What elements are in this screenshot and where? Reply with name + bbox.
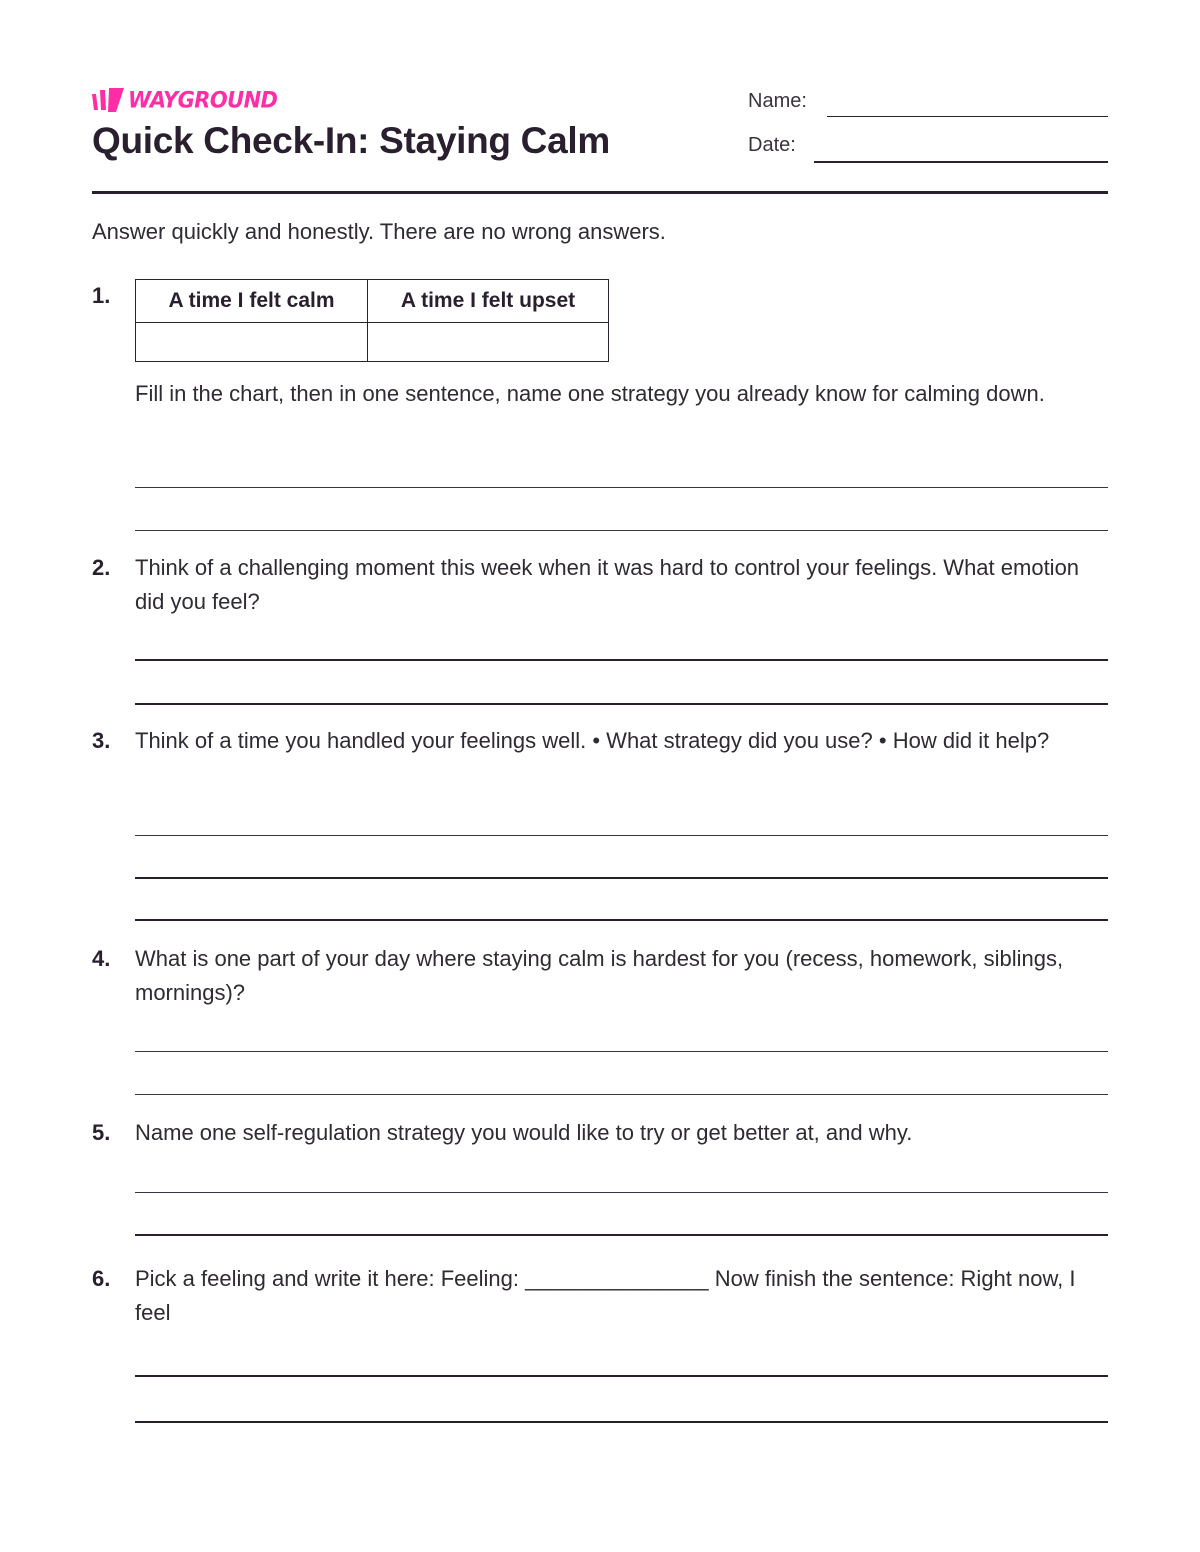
name-field[interactable]	[827, 116, 1108, 117]
chart-cell-calm[interactable]	[136, 323, 368, 362]
question-number: 6.	[92, 1266, 111, 1291]
question-text: Think of a challenging moment this week when it was hard to control your feelings. What emotion did you feel?	[135, 555, 1080, 614]
brand-name: WAYGROUND	[128, 87, 278, 113]
answer-line[interactable]	[135, 1421, 1108, 1423]
answer-line[interactable]	[135, 1234, 1108, 1236]
answer-line[interactable]	[135, 1051, 1108, 1052]
answer-line[interactable]	[135, 919, 1108, 921]
chart-header-calm: A time I felt calm	[136, 280, 368, 323]
question-number: 2.	[92, 555, 111, 580]
question-text: What is one part of your day where staying calm is hardest for you (recess, homework, siblings, mornings)?	[135, 946, 1064, 1005]
wayground-logo-icon	[92, 88, 124, 112]
question-text: Pick a feeling and write it here: Feeling: _______________ Now finish the sentence: Right now, I feel	[135, 1266, 1076, 1325]
question-text: Think of a time you handled your feelings well. • What strategy did you use? • How did it help?	[135, 728, 1050, 753]
answer-line[interactable]	[135, 487, 1108, 488]
date-field[interactable]	[814, 161, 1108, 163]
answer-line[interactable]	[135, 530, 1108, 531]
answer-line[interactable]	[135, 703, 1108, 705]
question-number: 5.	[92, 1120, 111, 1145]
question-number: 4.	[92, 946, 111, 971]
answer-line[interactable]	[135, 835, 1108, 836]
question-number: 3.	[92, 728, 111, 753]
answer-line[interactable]	[135, 877, 1108, 879]
question-number: 1.	[92, 283, 111, 308]
feelings-chart	[135, 279, 609, 362]
answer-line[interactable]	[135, 1192, 1108, 1193]
answer-line[interactable]	[135, 659, 1108, 661]
question-text: Name one self-regulation strategy you would like to try or get better at, and why.	[135, 1120, 913, 1145]
date-label: Date:	[748, 134, 796, 156]
page-title: Quick Check-In: Staying Calm	[92, 120, 610, 161]
chart-header-upset: A time I felt upset	[368, 280, 609, 323]
answer-line[interactable]	[135, 1375, 1108, 1377]
question-text: Fill in the chart, then in one sentence, name one strategy you already know for calming down.	[135, 381, 1045, 406]
chart-cell-upset[interactable]	[368, 323, 609, 362]
name-label: Name:	[748, 90, 807, 112]
answer-line[interactable]	[135, 1094, 1108, 1095]
brand-logo	[92, 86, 277, 114]
header-divider	[92, 191, 1108, 194]
instructions: Answer quickly and honestly. There are no wrong answers.	[92, 219, 666, 244]
